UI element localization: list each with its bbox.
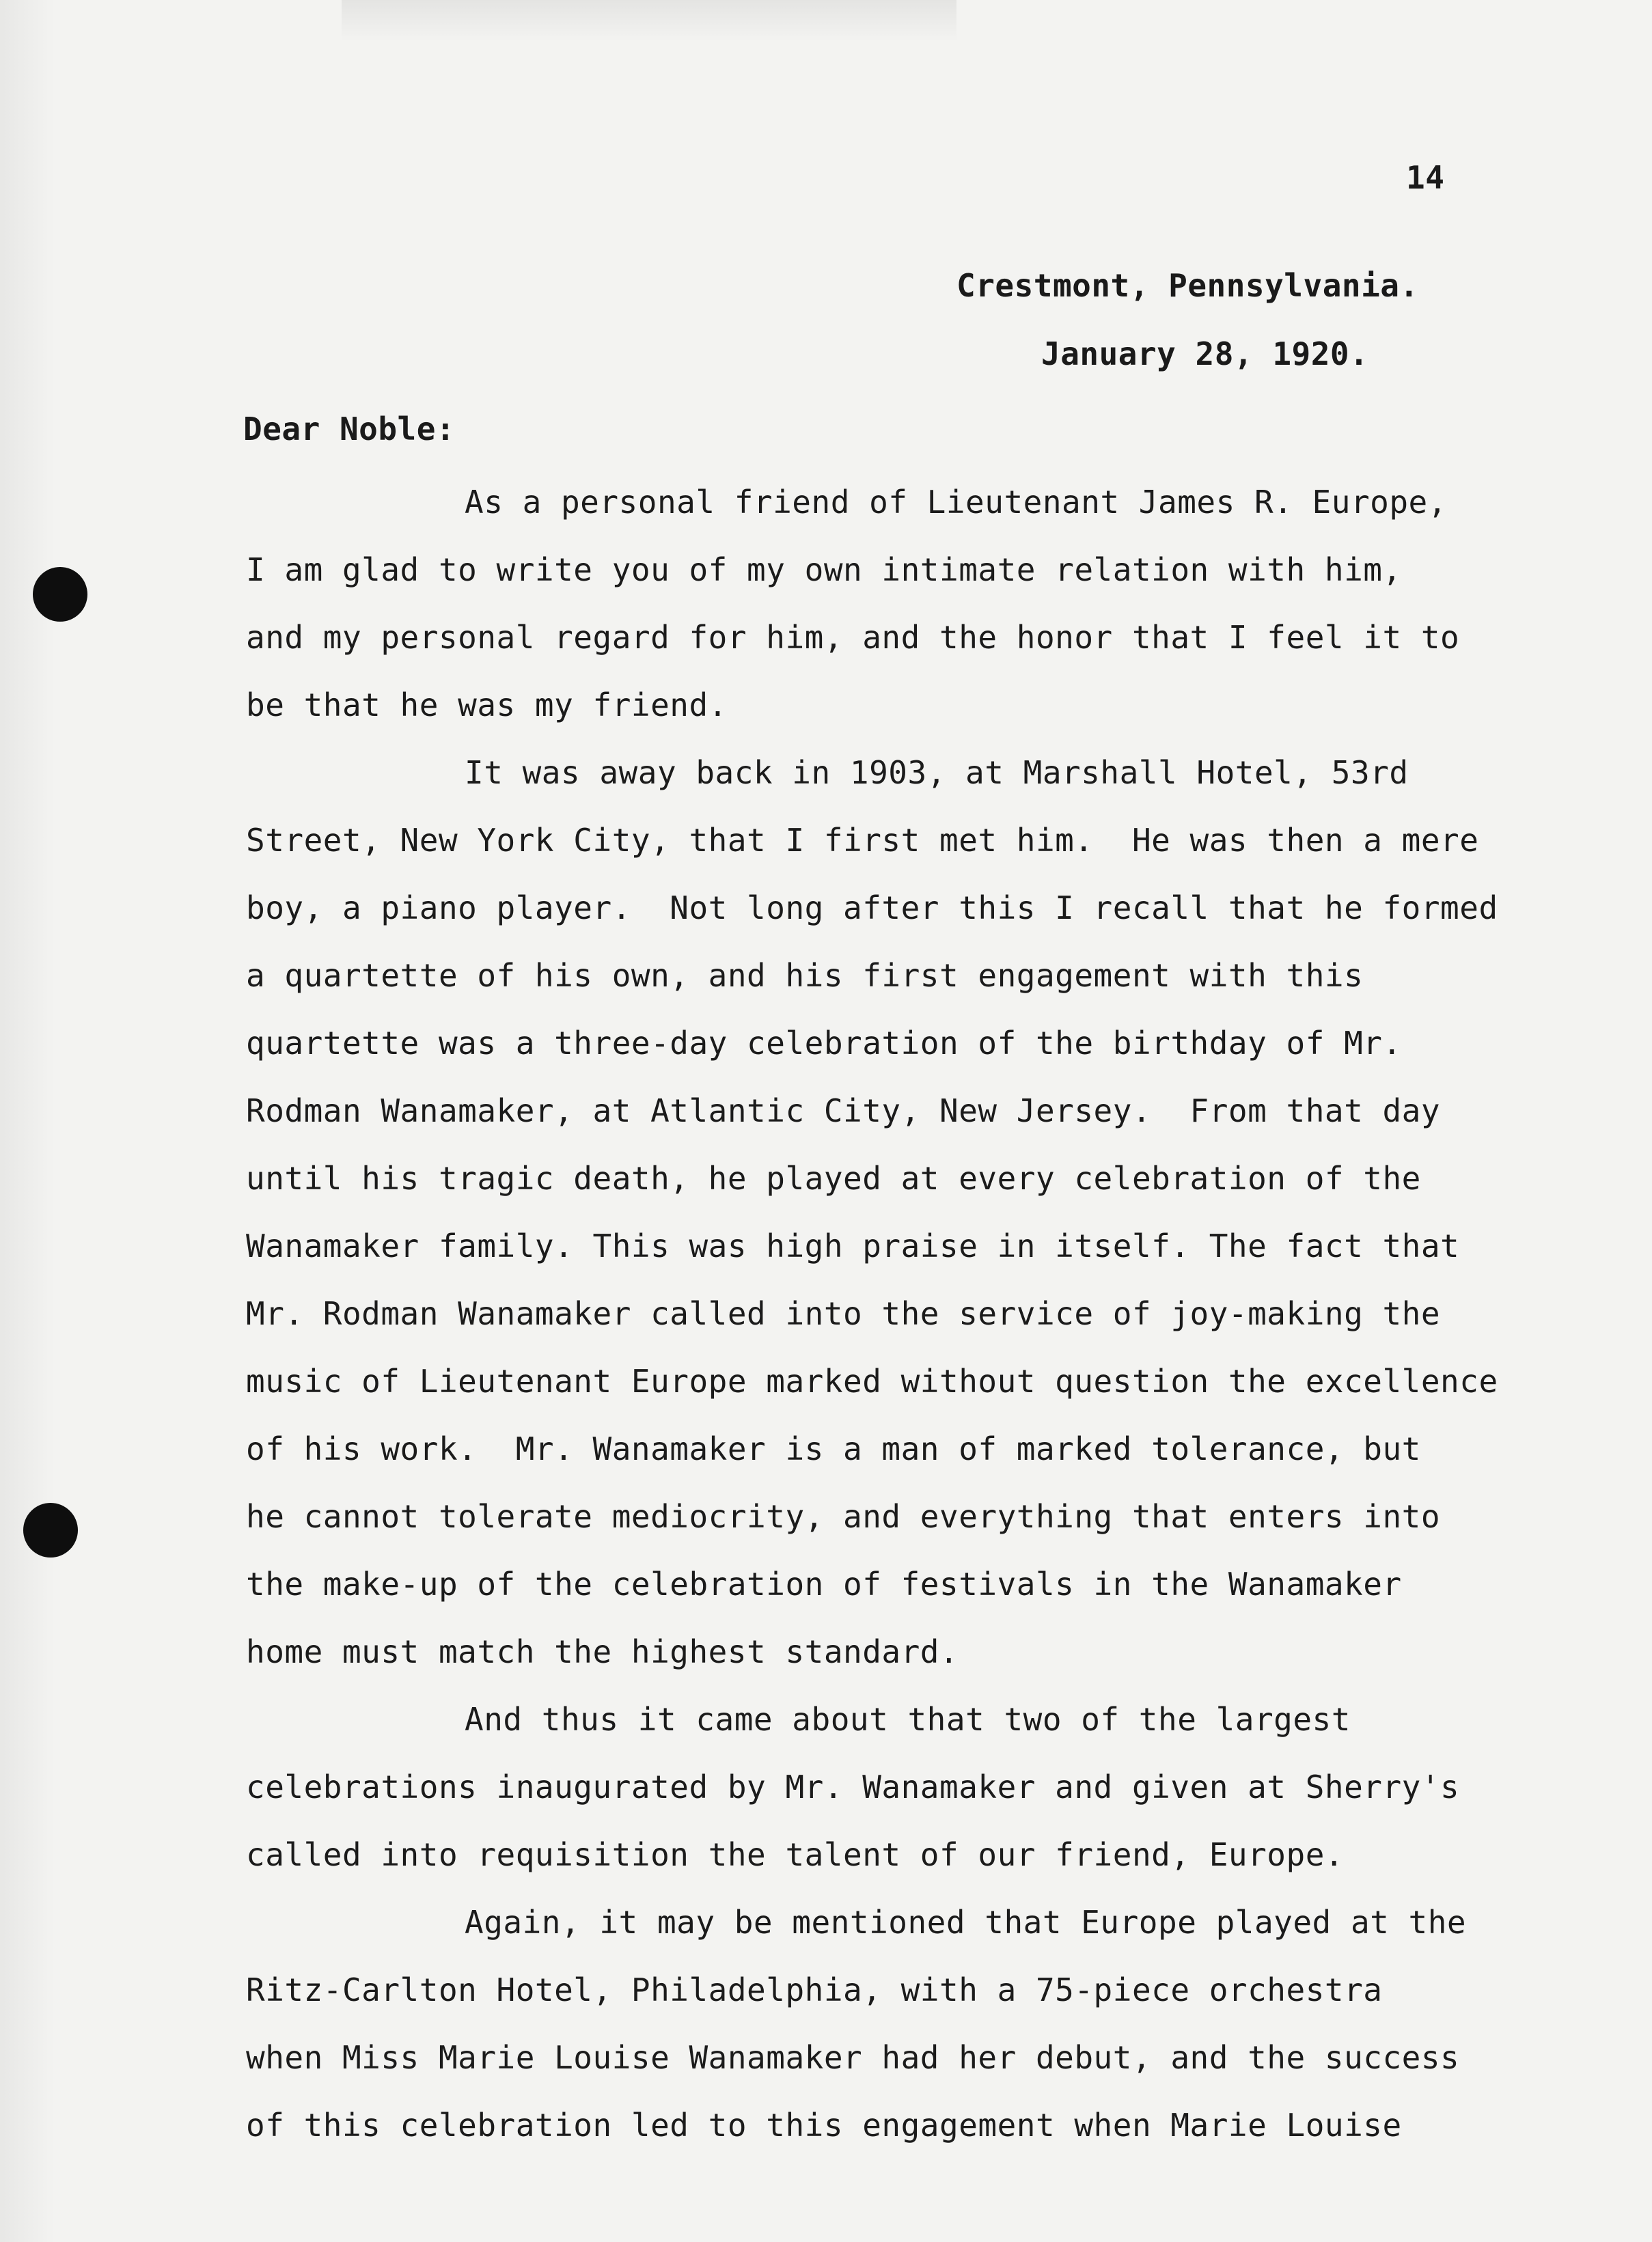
text-line: And thus it came about that two of the largest xyxy=(465,1701,1351,1738)
text-line: Mr. Rodman Wanamaker called into the service of joy-making the xyxy=(246,1295,1441,1332)
text-line: Rodman Wanamaker, at Atlantic City, New Jersey. From that day xyxy=(246,1092,1441,1129)
text-line: until his tragic death, he played at every celebration of the xyxy=(246,1160,1421,1197)
text-line: of his work. Mr. Wanamaker is a man of marked tolerance, but xyxy=(246,1430,1421,1467)
text-line: It was away back in 1903, at Marshall Hotel, 53rd xyxy=(465,754,1409,791)
text-line: Street, New York City, that I first met him. He was then a mere xyxy=(246,822,1479,859)
text-line: quartette was a three-day celebration of the birthday of Mr. xyxy=(246,1025,1402,1062)
text-line: and my personal regard for him, and the honor that I feel it to xyxy=(246,619,1460,656)
text-line: of this celebration led to this engagement when Marie Louise xyxy=(246,2107,1402,2144)
letter-body xyxy=(246,469,1585,2159)
text-line: I am glad to write you of my own intimate relation with him, xyxy=(246,551,1402,588)
text-line: As a personal friend of Lieutenant James R. Europe, xyxy=(465,484,1447,521)
text-line: called into requisition the talent of our friend, Europe. xyxy=(246,1836,1345,1873)
text-line: he cannot tolerate mediocrity, and everything that enters into xyxy=(246,1498,1441,1535)
text-line: Wanamaker family. This was high praise in itself. The fact that xyxy=(246,1228,1460,1264)
text-line: boy, a piano player. Not long after this I recall that he formed xyxy=(246,889,1498,926)
scan-shadow-left xyxy=(0,0,55,2242)
text-line: celebrations inaugurated by Mr. Wanamaker and given at Sherry's xyxy=(246,1769,1460,1805)
text-line: when Miss Marie Louise Wanamaker had her debut, and the success xyxy=(246,2039,1460,2076)
text-line: a quartette of his own, and his first engagement with this xyxy=(246,957,1364,994)
text-line: Again, it may be mentioned that Europe played at the xyxy=(465,1904,1467,1941)
text-line: Ritz-Carlton Hotel, Philadelphia, with a 75-piece orchestra xyxy=(246,1971,1383,2008)
text-line: be that he was my friend. xyxy=(246,687,728,723)
text-line: music of Lieutenant Europe marked without question the excellence xyxy=(246,1363,1498,1400)
letter-date: January 28, 1920. xyxy=(1041,335,1369,372)
punch-hole-icon xyxy=(23,1503,78,1558)
scan-shadow-top xyxy=(342,0,956,41)
page-number: 14 xyxy=(1406,159,1445,196)
punch-hole-icon xyxy=(33,567,87,622)
text-line: the make-up of the celebration of festivals in the Wanamaker xyxy=(246,1566,1402,1603)
text-line: home must match the highest standard. xyxy=(246,1633,959,1670)
letter-place: Crestmont, Pennsylvania. xyxy=(956,267,1419,304)
salutation: Dear Noble: xyxy=(243,411,456,447)
